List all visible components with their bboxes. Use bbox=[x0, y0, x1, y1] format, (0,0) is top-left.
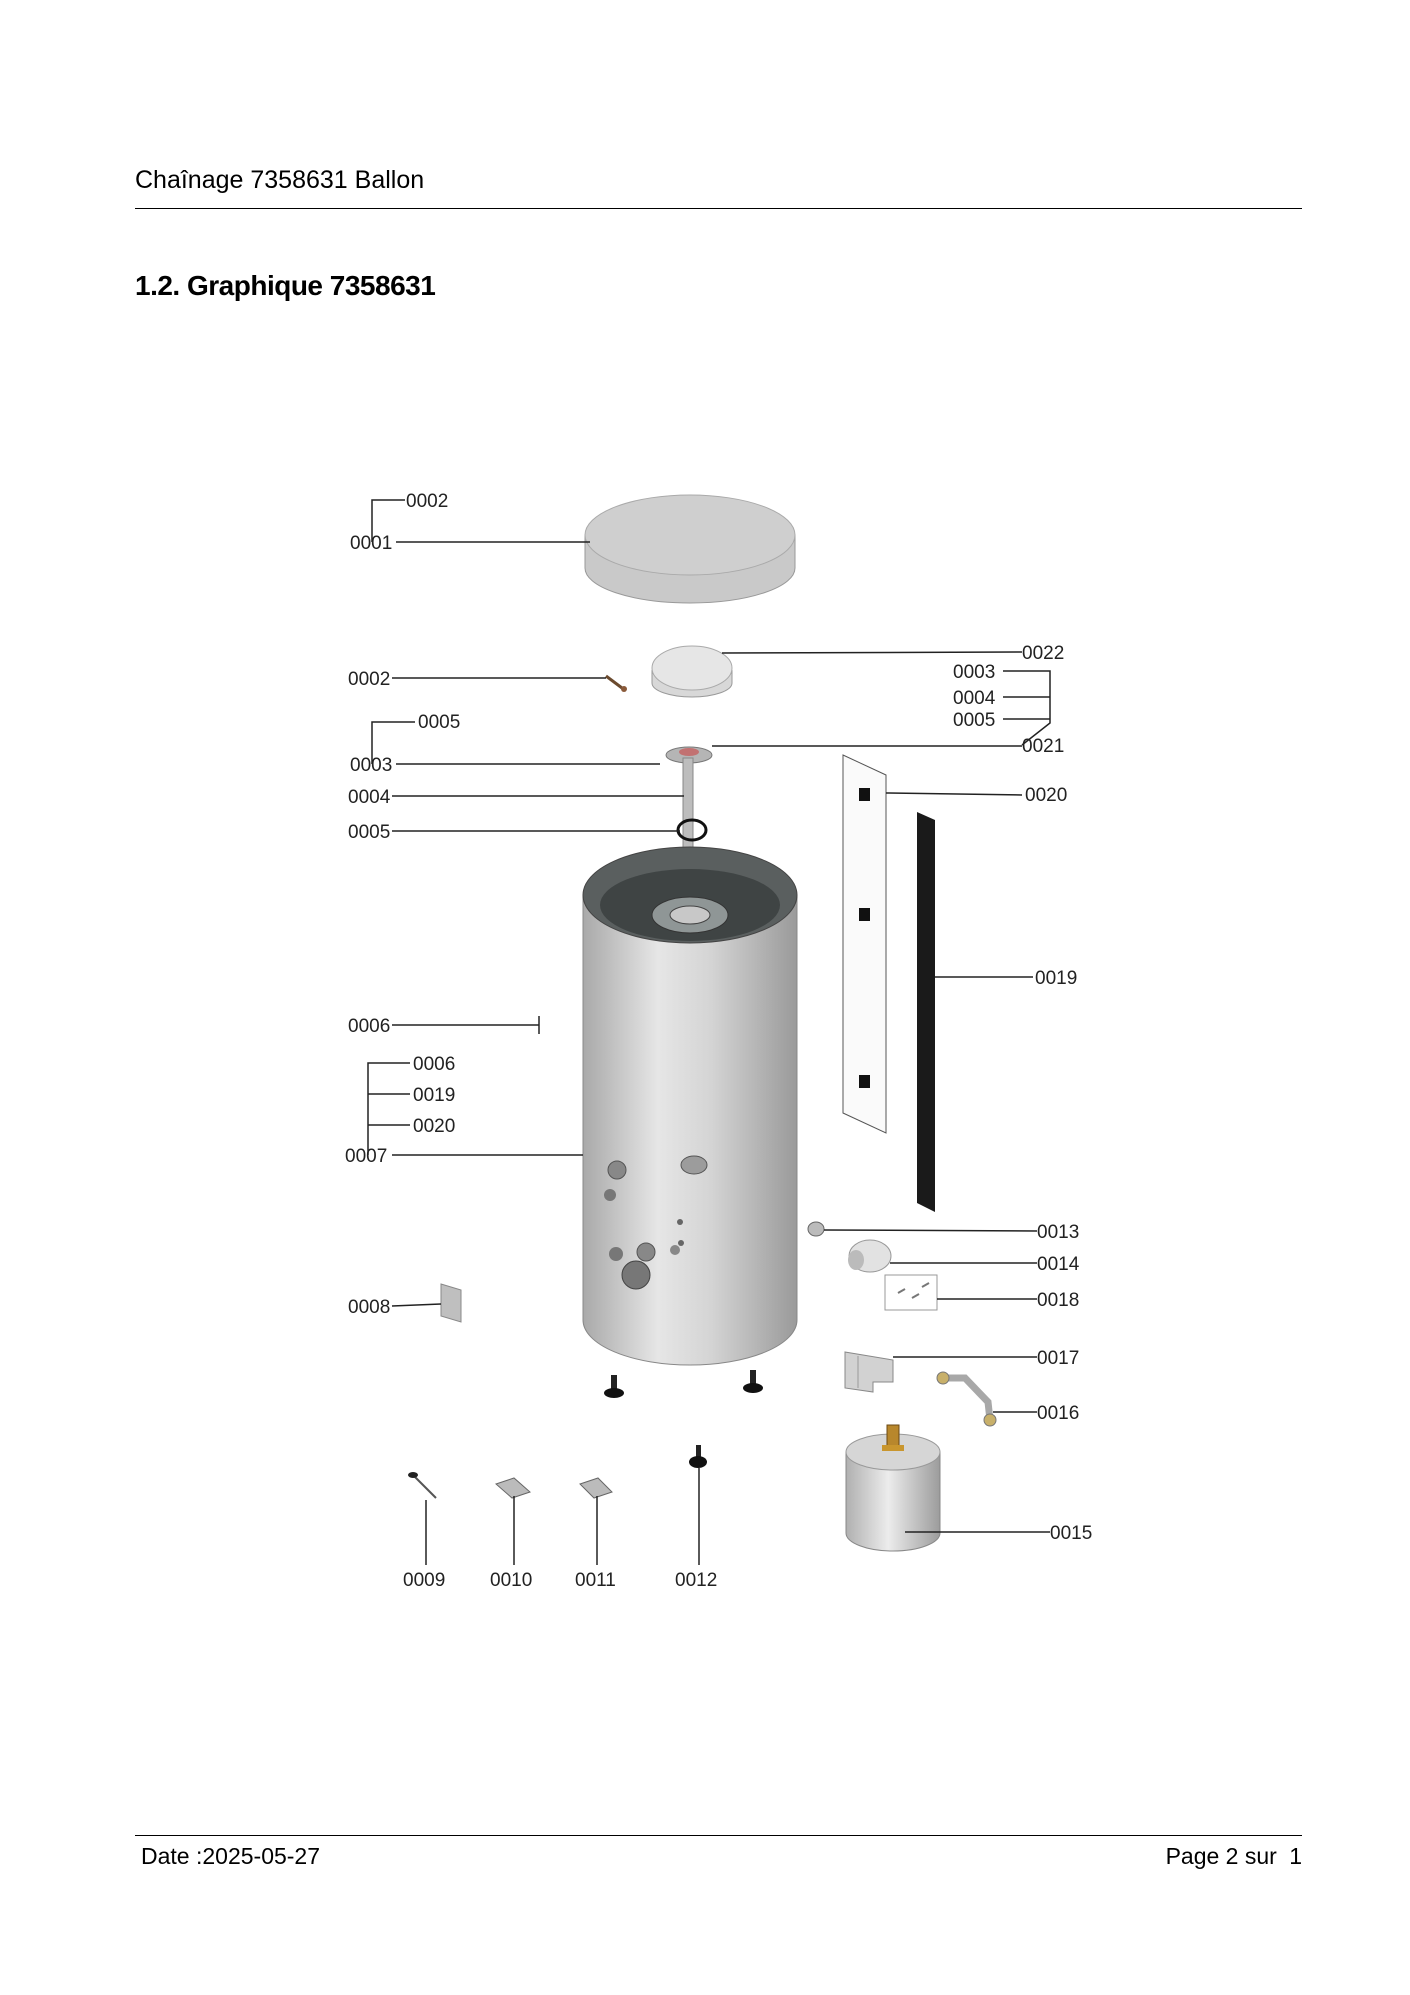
part-panel bbox=[843, 755, 886, 1133]
part-tank-body bbox=[583, 847, 797, 1365]
footer-page-label: Page 2 sur bbox=[1165, 1843, 1277, 1869]
label-0005: 0005 bbox=[418, 712, 461, 733]
part-tank-feet bbox=[604, 1370, 763, 1398]
label-0014: 0014 bbox=[1037, 1254, 1080, 1275]
label-0003: 0003 bbox=[953, 662, 996, 683]
label-0022: 0022 bbox=[1022, 643, 1065, 664]
label-0019: 0019 bbox=[413, 1085, 456, 1106]
label-0021: 0021 bbox=[1022, 736, 1065, 757]
label-0019: 0019 bbox=[1035, 968, 1078, 989]
part-sensor bbox=[606, 676, 627, 692]
label-0009: 0009 bbox=[403, 1570, 446, 1591]
part-top-lid bbox=[585, 495, 795, 603]
part-screw bbox=[408, 1472, 436, 1498]
label-0002: 0002 bbox=[348, 669, 391, 690]
label-0002: 0002 bbox=[406, 491, 449, 512]
part-knob bbox=[808, 1222, 824, 1236]
label-0020: 0020 bbox=[413, 1116, 456, 1137]
part-rating-plate bbox=[441, 1284, 461, 1322]
label-0005: 0005 bbox=[348, 822, 391, 843]
label-0003: 0003 bbox=[350, 755, 393, 776]
part-seal-strip bbox=[917, 812, 935, 1212]
label-0018: 0018 bbox=[1037, 1290, 1080, 1311]
label-0005: 0005 bbox=[953, 710, 996, 731]
label-0006: 0006 bbox=[348, 1016, 391, 1037]
label-0010: 0010 bbox=[490, 1570, 533, 1591]
label-0017: 0017 bbox=[1037, 1348, 1080, 1369]
label-0007: 0007 bbox=[345, 1146, 388, 1167]
footer-page-total: 1 bbox=[1289, 1843, 1302, 1869]
footer-date: Date :2025-05-27 bbox=[141, 1843, 321, 1869]
part-clip-b bbox=[580, 1478, 612, 1498]
part-clip-a bbox=[496, 1478, 530, 1498]
label-0001: 0001 bbox=[350, 533, 393, 554]
label-0011: 0011 bbox=[575, 1570, 616, 1591]
label-0013: 0013 bbox=[1037, 1222, 1080, 1243]
part-cap bbox=[652, 646, 732, 697]
part-adjustable-foot bbox=[689, 1445, 707, 1468]
label-0012: 0012 bbox=[675, 1570, 718, 1591]
label-0008: 0008 bbox=[348, 1297, 391, 1318]
label-0016: 0016 bbox=[1037, 1403, 1080, 1424]
section-title: 1.2. Graphique 7358631 bbox=[135, 270, 436, 301]
footer-rule bbox=[135, 1835, 1302, 1836]
part-pipe bbox=[937, 1372, 996, 1426]
document-header-title: Chaînage 7358631 Ballon bbox=[135, 166, 425, 194]
label-0004: 0004 bbox=[953, 688, 996, 709]
label-0020: 0020 bbox=[1025, 785, 1068, 806]
label-0006: 0006 bbox=[413, 1054, 456, 1075]
part-dome-cap bbox=[848, 1240, 891, 1272]
part-wall-bracket bbox=[845, 1352, 893, 1392]
part-screws-kit bbox=[885, 1275, 937, 1310]
label-0015: 0015 bbox=[1050, 1523, 1093, 1544]
footer-page-number bbox=[1160, 1843, 1302, 1870]
label-0004: 0004 bbox=[348, 787, 391, 808]
